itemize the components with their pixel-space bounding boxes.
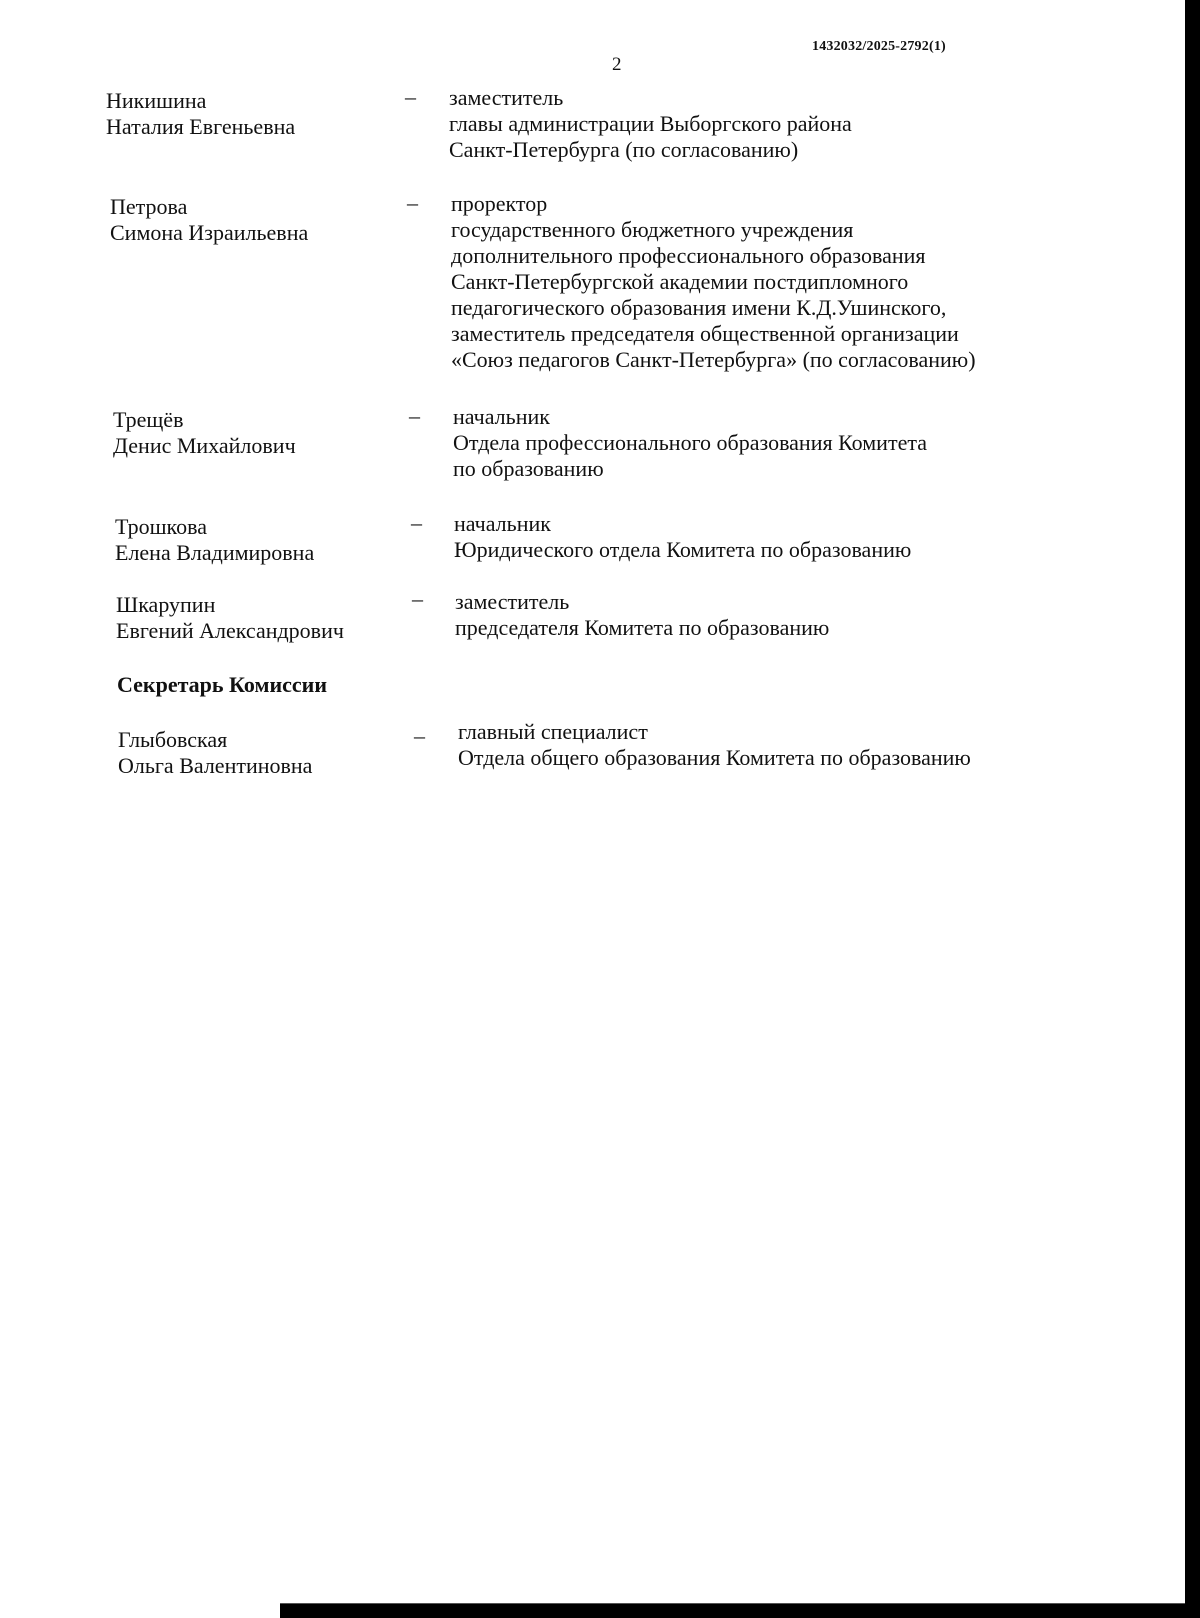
- position-line: Отдела профессионального образования Комитета: [453, 430, 927, 455]
- position-line: заместитель: [455, 589, 570, 614]
- secretary-name: [118, 727, 312, 779]
- position-line: начальник: [454, 511, 551, 536]
- member-position: [454, 511, 911, 563]
- position-line: начальник: [453, 404, 550, 429]
- position-line: заместитель: [449, 85, 564, 110]
- document-id: 1432032/2025-2792(1): [812, 39, 946, 54]
- dash-separator: –: [409, 403, 420, 428]
- dash-separator: –: [411, 510, 422, 535]
- position-line: дополнительного профессионального образования: [451, 243, 926, 268]
- position-line: Санкт-Петербурга (по согласованию): [449, 137, 799, 162]
- scan-edge-bottom-gap: [0, 1604, 280, 1618]
- member-position: [449, 85, 852, 163]
- member-position: [455, 589, 829, 641]
- member-position: [453, 404, 927, 482]
- member-given-names: Наталия Евгеньевна: [106, 114, 296, 139]
- position-line: Санкт-Петербургской академии постдипломного: [451, 269, 909, 294]
- position-line: Юридического отдела Комитета по образованию: [454, 537, 912, 562]
- member-given-names: Симона Израильевна: [110, 220, 309, 245]
- scan-edge-line: [280, 1603, 1185, 1604]
- dash-separator: –: [412, 586, 423, 611]
- position-line: главы администрации Выборгского района: [449, 111, 852, 136]
- member-surname: Трошкова: [115, 514, 207, 539]
- position-line: главный специалист: [458, 719, 648, 744]
- position-line: заместитель председателя общественной организации: [451, 321, 959, 346]
- secretary-given-names: Ольга Валентиновна: [118, 753, 313, 778]
- secretary-heading: Секретарь Комиссии: [117, 672, 328, 697]
- member-name: [110, 194, 308, 246]
- page-number: 2: [612, 54, 622, 75]
- position-line: «Союз педагогов Санкт-Петербурга» (по согласованию): [451, 347, 976, 372]
- member-surname: Шкарупин: [116, 592, 216, 617]
- position-line: государственного бюджетного учреждения: [451, 217, 854, 242]
- member-name: [115, 514, 314, 566]
- secretary-position: [458, 719, 971, 771]
- member-name: [113, 407, 296, 459]
- position-line: проректор: [451, 191, 548, 216]
- member-position: [451, 191, 976, 373]
- member-surname: Трещёв: [113, 407, 184, 432]
- position-line: педагогического образования имени К.Д.Ушинского,: [451, 295, 947, 320]
- member-given-names: Елена Владимировна: [115, 540, 315, 565]
- position-line: Отдела общего образования Комитета по образованию: [458, 745, 971, 770]
- member-name: [116, 592, 344, 644]
- dash-separator: –: [414, 723, 425, 748]
- member-name: [106, 88, 295, 140]
- member-given-names: Денис Михайлович: [113, 433, 296, 458]
- dash-separator: –: [407, 190, 418, 215]
- member-surname: Петрова: [110, 194, 188, 219]
- secretary-surname: Глыбовская: [118, 727, 228, 752]
- member-given-names: Евгений Александрович: [116, 618, 344, 643]
- member-surname: Никишина: [106, 88, 207, 113]
- position-line: по образованию: [453, 456, 604, 481]
- position-line: председателя Комитета по образованию: [455, 615, 830, 640]
- dash-separator: –: [405, 84, 416, 109]
- scan-edge-right: [1185, 0, 1200, 1618]
